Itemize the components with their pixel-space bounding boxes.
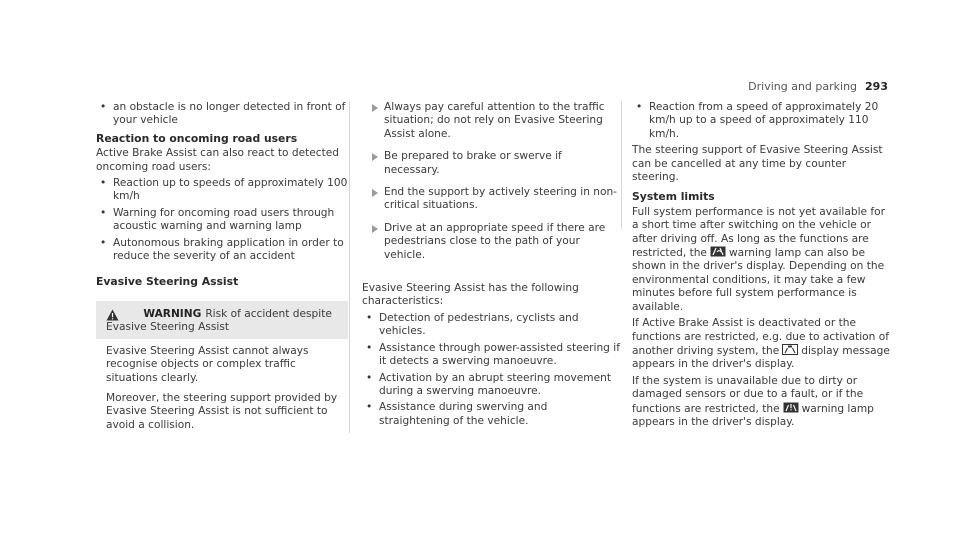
instruction-list [362, 101, 620, 262]
paragraph: Evasive Steering Assist has the following characteristics: [362, 282, 579, 308]
list-item: • Reaction from a speed of approximately 20 km/h up to a speed of approximately 110 km/h. [632, 101, 894, 141]
steering-assist-warning-icon [710, 246, 726, 257]
warning-label: WARNING [143, 307, 202, 320]
list-item: • Activation by an abrupt steering movement during a swerving manoeuvre. [362, 372, 620, 399]
steering-assist-off-icon [782, 344, 798, 355]
list-item: Be prepared to brake or swerve if necessary. [362, 150, 620, 177]
heading-oncoming: Reaction to oncoming road users [96, 131, 298, 145]
list-item: • Detection of pedestrians, cyclists and vehicles. [362, 312, 620, 339]
paragraph: Active Brake Assist can also react to detected oncoming road users: [96, 147, 339, 173]
list-item: • Assistance during swerving and straightening of the vehicle. [362, 401, 620, 428]
column-middle [362, 101, 620, 431]
paragraph-deactivated: If Active Brake Assist is deactivated or the functions are restricted, e.g. due to activation of another driving system, the display message appears in the driver's display. [632, 317, 890, 371]
column-divider [349, 101, 350, 433]
heading-evasive: Evasive Steering Assist [96, 275, 239, 289]
bullet-list [632, 101, 894, 141]
warning-body [96, 339, 348, 441]
column-divider [621, 101, 622, 229]
list-item: Always pay careful attention to the traffic situation; do not rely on Evasive Steering Assist alone. [362, 101, 620, 141]
paragraph: The steering support of Evasive Steering Assist can be cancelled at any time by counter steering. [632, 144, 883, 184]
paragraph-unavailable: If the system is unavailable due to dirty or damaged sensors or due to a fault, or if the functions are restricted, the warning lamp appears in the driver's display. [632, 374, 874, 428]
list-item: • Assistance through power-assisted steering if it detects a swerving manoeuvre. [362, 342, 620, 369]
list-item: End the support by actively steering in non-critical situations. [362, 186, 620, 213]
steering-assist-fault-icon [783, 402, 799, 413]
page-number: 293 [865, 80, 888, 93]
list-item: • Warning for oncoming road users through acoustic warning and warning lamp [96, 207, 348, 234]
page-header [748, 80, 888, 93]
paragraph: Moreover, the steering support provided by Evasive Steering Assist is not sufficient to avoid a collision. [106, 391, 338, 431]
list-item: Drive at an appropriate speed if there are pedestrians close to the path of your vehicle. [362, 222, 620, 262]
heading-system-limits: System limits [632, 190, 715, 204]
column-left [96, 101, 348, 441]
column-right [632, 101, 894, 432]
paragraph-limits: Full system performance is not yet available for a short time after switching on the vehicle or after driving off. As long as the functions are restricted, the warning lamp can also be shown in the driver's display. Depending on the environmental conditions, it may take a few minutes before full system performance is available. [632, 205, 885, 313]
list-item: • an obstacle is no longer detected in front of your vehicle [96, 101, 348, 128]
paragraph: Evasive Steering Assist cannot always recognise objects or complex traffic situations clearly. [106, 344, 309, 384]
warning-header [96, 301, 348, 339]
list-item: • Reaction up to speeds of approximately 100 km/h [96, 177, 348, 204]
section-title: Driving and parking [748, 80, 858, 93]
bullet-list [96, 101, 348, 128]
warning-title: Risk of accident despite Evasive Steering Assist [106, 307, 332, 334]
bullet-list [362, 312, 620, 428]
warning-box [96, 301, 348, 441]
bullet-list [96, 177, 348, 263]
list-item: • Autonomous braking application in order to reduce the severity of an accident [96, 237, 348, 264]
